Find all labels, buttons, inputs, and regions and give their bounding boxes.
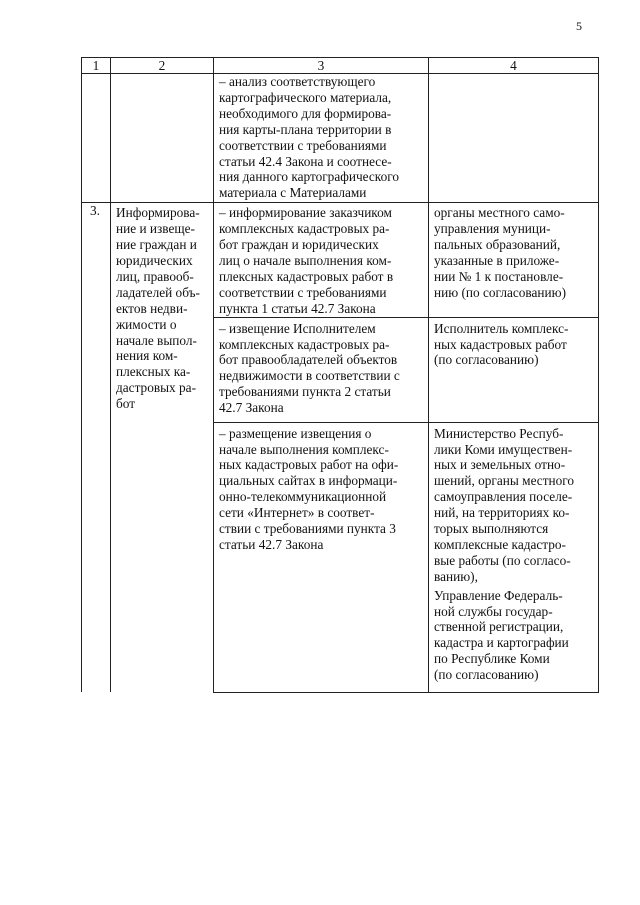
description-line: требованиями пункта 2 статьи [219,384,391,400]
description-line: соответствии с требованиями [219,284,387,300]
description-line: ния данного картографического [219,169,399,185]
description-line: ния карты-плана территории в [219,121,392,137]
subrow-3-description [214,422,429,692]
description-line: ных кадастровых работ на офи- [219,457,399,473]
header-col-2: 2 [111,58,214,74]
header-col-3: 3 [214,58,429,74]
executor-line: вые работы (по согласо- [434,552,571,568]
description-line: начале выполнения комплекс- [219,441,389,457]
executor-line: комплексные кадастро- [434,536,566,552]
executor-line: ственной регистрации, [434,619,564,635]
title-line: начале выпол- [116,332,197,348]
continued-executor-cell [429,74,599,203]
activities-table [81,57,599,693]
executor-line: лики Коми имуществен- [434,441,573,457]
title-line: нения ком- [116,348,178,364]
executor-line: Министерство Респуб- [434,425,564,441]
subrow-2-executor [429,317,599,422]
title-line: дастровых ра- [116,380,197,396]
title-line: ние граждан и [116,237,197,253]
executor-line: нию (по согласованию) [434,284,567,300]
subrow-3-executor [429,422,599,692]
executor-line: органы местного само- [434,205,565,221]
description-line: лиц о начале выполнения ком- [219,252,392,268]
table-header-row [82,58,599,74]
executor-line: (по согласованию) [434,667,539,683]
description-line: статьи 42.7 Закона [219,536,324,552]
title-line: ладателей объ- [116,284,200,300]
description-line: – размещение извещения о [219,425,372,441]
page-number: 5 [576,19,582,33]
item-title [111,203,214,692]
description-line: ствии с требованиями пункта 3 [219,521,396,537]
description-line: бот правообладателей объектов [219,352,398,368]
title-line: ектов недви- [116,300,188,316]
subrow-1-description [214,203,429,317]
description-line: статьи 42.4 Закона и соотнесе- [219,153,392,169]
subrow-1-executor [429,203,599,317]
description-line: сети «Интернет» в соответ- [219,505,375,521]
description-line: комплексных кадастровых ра- [219,221,390,237]
executor-line: пальных образований, [434,237,561,253]
description-line: плексных кадастровых работ в [219,268,394,284]
executor-line: ной службы государ- [434,603,553,619]
executor-line: по Республике Коми [434,651,550,667]
executor-line: ных кадастровых работ [434,336,567,352]
continued-title-cell [111,74,214,203]
title-line: лиц, правооб- [116,268,194,284]
table-row-item-3 [82,203,599,317]
executor-line: торых выполняются [434,521,549,537]
executor-line: управления муници- [434,221,551,237]
description-line: комплексных кадастровых ра- [219,336,390,352]
description-line: материала с Материалами [219,185,367,201]
executor-line: нии № 1 к постановле- [434,268,564,284]
continued-description-cell [214,74,429,203]
table-row-continued [82,74,599,203]
executor-line: ных и земельных отно- [434,457,566,473]
description-line: 42.7 Закона [219,400,284,416]
description-line: – информирование заказчиком [219,205,392,221]
title-line: бот [116,396,136,412]
description-line: пункта 1 статьи 42.7 Закона [219,300,376,316]
description-line: необходимого для формирова- [219,105,392,121]
executor-line: шений, органы местного [434,473,575,489]
executor-line: ванию), [434,568,478,584]
description-line: – анализ соответствующего [219,74,376,89]
title-line: жимости о [116,316,177,332]
executor-line: кадастра и картографии [434,635,569,651]
subrow-2-description [214,317,429,422]
header-col-1: 1 [82,58,111,74]
description-line: циальных сайтах в информаци- [219,473,398,489]
executor-block-2 [434,588,596,683]
executor-line: указанные в приложе- [434,252,560,268]
continued-number-cell [82,74,111,203]
title-line: Информирова- [116,205,200,221]
description-line: недвижимости в соответствии с [219,368,400,384]
title-line: юридических [116,252,193,268]
title-line: ние и извеще- [116,221,195,237]
description-line: онно-телекоммуникационной [219,489,387,505]
description-line: – извещение Исполнителем [219,320,376,336]
title-line: плексных ка- [116,364,191,380]
description-line: картографического материала, [219,89,392,105]
executor-line: Управление Федераль- [434,587,563,603]
executor-line: Исполнитель комплекс- [434,320,569,336]
executor-line: ний, на территориях ко- [434,505,570,521]
executor-line: (по согласованию) [434,352,539,368]
executor-line: самоуправления поселе- [434,489,573,505]
item-number: 3. [82,203,111,692]
description-line: бот граждан и юридических [219,237,379,253]
header-col-4: 4 [429,58,599,74]
description-line: соответствии с требованиями [219,137,387,153]
